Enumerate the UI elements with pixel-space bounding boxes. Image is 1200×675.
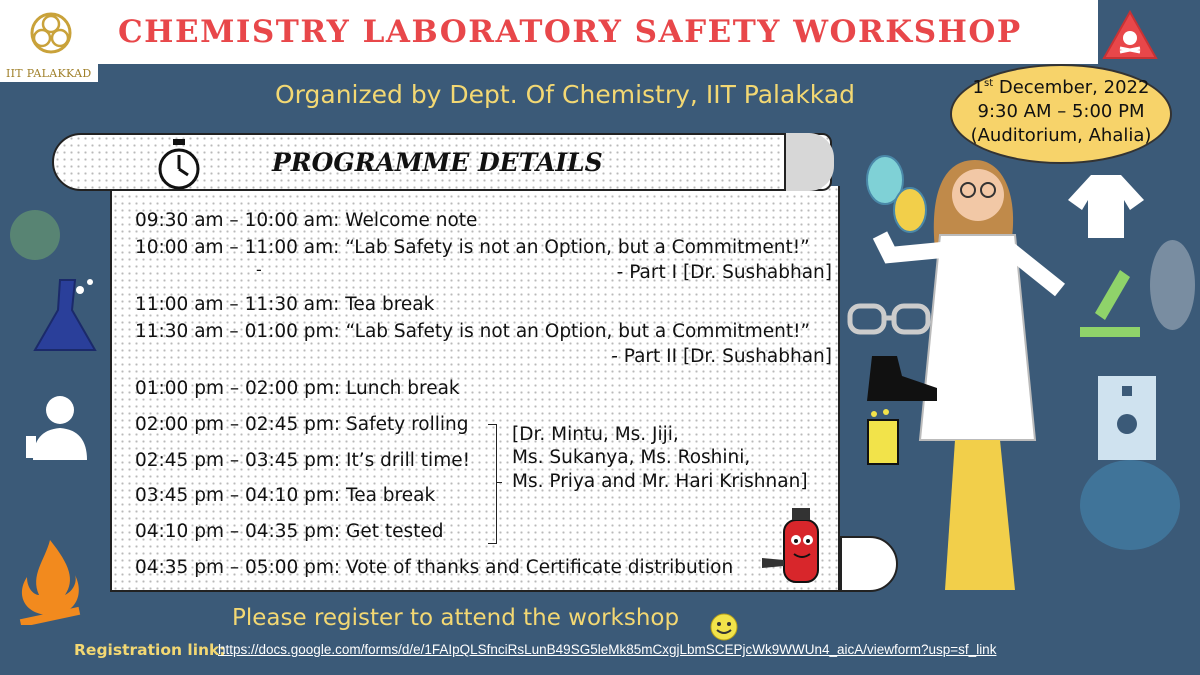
schedule-part-two: - Part II [Dr. Sushabhan]	[611, 346, 832, 367]
iit-logo-icon	[28, 10, 74, 56]
programme-heading: PROGRAMME DETAILS	[272, 148, 603, 177]
date-day: 1	[972, 77, 984, 98]
schedule-item: 02:45 pm – 03:45 pm: It’s drill time!	[135, 450, 471, 471]
safety-goggles-icon	[846, 300, 932, 340]
event-date	[952, 72, 1170, 100]
event-time: 9:30 AM – 5:00 PM	[977, 101, 1145, 122]
speaker-bracket-tick	[496, 482, 502, 483]
event-venue: (Auditorium, Ahalia)	[970, 125, 1152, 146]
schedule-item: 11:00 am – 11:30 am: Tea break	[135, 294, 435, 315]
schedule-item: 04:35 pm – 05:00 pm: Vote of thanks and Certificate distribution	[135, 557, 734, 578]
scientist-figure-icon	[18, 392, 98, 462]
safety-shower-icon	[1098, 376, 1156, 460]
speaker-bracket	[488, 424, 497, 544]
page-title: CHEMISTRY LABORATORY SAFETY WORKSHOP	[118, 14, 1022, 50]
toxic-warning-icon	[1102, 10, 1158, 60]
beaker-icon	[860, 408, 906, 468]
speaker-line: Ms. Sukanya, Ms. Roshini,	[512, 447, 751, 468]
scroll-curl	[784, 133, 834, 191]
schedule-item: 04:10 pm – 04:35 pm: Get tested	[135, 521, 444, 542]
bg-tube-deco	[1150, 240, 1195, 330]
registration-label: Registration link:	[74, 641, 226, 659]
stopwatch-icon	[156, 137, 202, 191]
logo-panel	[0, 0, 98, 82]
fire-icon	[15, 535, 85, 625]
register-prompt: Please register to attend the workshop	[232, 605, 680, 631]
fire-extinguisher-mascot-icon	[752, 500, 842, 588]
title-bar	[98, 0, 1098, 64]
date-suffix: st	[983, 78, 994, 89]
speaker-line: Ms. Priya and Mr. Hari Krishnan]	[512, 471, 808, 492]
logo-text: IIT PALAKKAD	[6, 67, 92, 80]
date-rest: December, 2022	[993, 77, 1150, 98]
schedule-item: 02:00 pm – 02:45 pm: Safety rolling	[135, 414, 469, 435]
schedule-item: 09:30 am – 10:00 am: Welcome note	[135, 210, 478, 231]
schedule-item: 10:00 am – 11:00 am: “Lab Safety is not an Option, but a Commitment!”	[135, 237, 810, 258]
smiley-icon	[709, 612, 739, 642]
lab-coat-icon	[1066, 170, 1146, 240]
schedule-item: 01:00 pm – 02:00 pm: Lunch break	[135, 378, 460, 399]
microscope-icon	[1070, 265, 1150, 345]
bg-bottle-deco	[10, 210, 60, 260]
flask-icon	[20, 270, 100, 360]
speaker-line: [Dr. Mintu, Ms. Jiji,	[512, 424, 679, 445]
schedule-item: 03:45 pm – 04:10 pm: Tea break	[135, 485, 436, 506]
registration-link[interactable]: https://docs.google.com/forms/d/e/1FAIpQLSfnciRsLunB49SG5leMk85mCxgjLbmSCEPjcWk9WWUn4_aicA/viewform?usp=sf_link	[218, 642, 997, 657]
schedule-item: 11:30 am – 01:00 pm: “Lab Safety is not an Option, but a Commitment!”	[135, 321, 811, 342]
schedule-dash: -	[256, 260, 262, 279]
safety-shoe-icon	[862, 346, 942, 406]
schedule-part-one: - Part I [Dr. Sushabhan]	[616, 262, 832, 283]
organizer-text: Organized by Dept. Of Chemistry, IIT Palakkad	[275, 80, 856, 109]
